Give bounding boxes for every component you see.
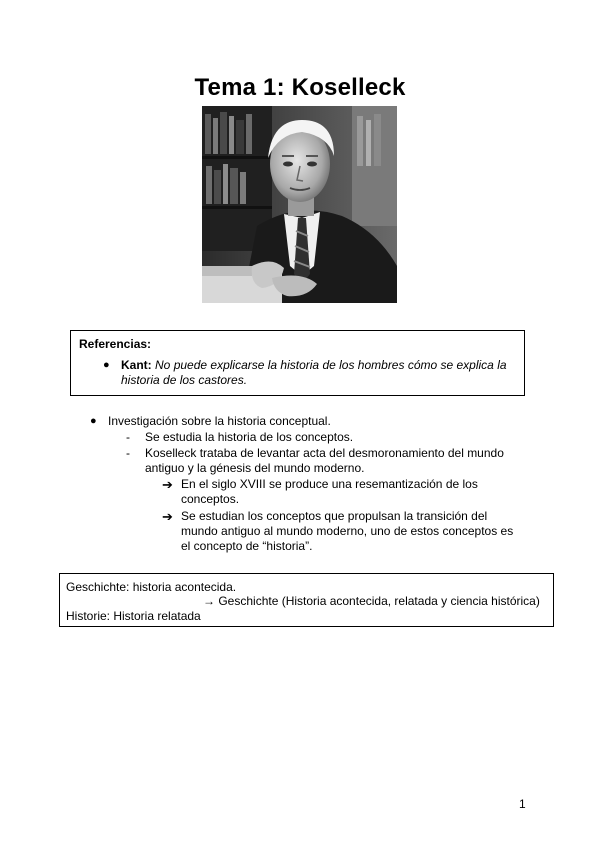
arrow-list-item bbox=[162, 509, 528, 524]
geschichte-box bbox=[59, 573, 554, 627]
portrait-photo bbox=[202, 106, 397, 303]
sub-list-item bbox=[126, 446, 528, 461]
sub-list-item-text: Koselleck trataba de levantar acta del desmoronamiento del mundo bbox=[145, 446, 504, 460]
dash-icon: - bbox=[126, 430, 130, 444]
arrow-list-item bbox=[162, 477, 528, 492]
reference-quote: No puede explicarse la historia de los hombres cómo se explica la historia de los castores. bbox=[121, 358, 507, 387]
box-line-arrow bbox=[203, 594, 540, 609]
arrow-list-item-text: Se estudian los conceptos que propulsan la transición del bbox=[181, 509, 488, 523]
arrow-right-icon: ➔ bbox=[162, 477, 173, 492]
arrow-list-item-continuation bbox=[181, 539, 528, 554]
arrow-list-item-continuation bbox=[181, 492, 528, 507]
arrow-list-item-text: En el siglo XVIII se produce una resemantización de los bbox=[181, 477, 478, 491]
box-line-text: Geschichte (Historia acontecida, relatada y ciencia histórica) bbox=[218, 594, 540, 608]
arrow-list-item-text: conceptos. bbox=[181, 492, 240, 506]
list-item-text: Investigación sobre la historia conceptual. bbox=[108, 414, 331, 428]
list-item bbox=[90, 414, 528, 429]
reference-item bbox=[79, 358, 516, 388]
arrow-list-item-text: el concepto de “historia”. bbox=[181, 539, 313, 553]
bullet-icon: ● bbox=[103, 359, 110, 371]
references-box bbox=[70, 330, 525, 396]
sub-list-item bbox=[126, 430, 528, 445]
arrow-right-icon: ➔ bbox=[162, 509, 173, 524]
sub-list-item-text: Se estudia la historia de los conceptos. bbox=[145, 430, 354, 444]
arrow-list-item-continuation bbox=[181, 524, 528, 539]
arrow-list-item-text: mundo antiguo al mundo moderno, uno de estos conceptos es bbox=[181, 524, 514, 538]
sub-list-item-continuation bbox=[145, 461, 528, 476]
page-title: Tema 1: Koselleck bbox=[194, 74, 406, 101]
bullet-icon: ● bbox=[90, 415, 97, 427]
dash-icon: - bbox=[126, 446, 130, 460]
box-line-geschichte: Geschichte: historia acontecida. bbox=[66, 580, 237, 594]
portrait-image bbox=[202, 106, 397, 303]
sub-list-item-text: antiguo y la génesis del mundo moderno. bbox=[145, 461, 365, 475]
references-heading: Referencias: bbox=[79, 337, 152, 351]
reference-author: Kant: bbox=[121, 358, 152, 372]
box-line-historie: Historie: Historia relatada bbox=[66, 609, 201, 623]
arrow-right-icon: → bbox=[203, 594, 215, 608]
page-number: 1 bbox=[519, 797, 526, 811]
